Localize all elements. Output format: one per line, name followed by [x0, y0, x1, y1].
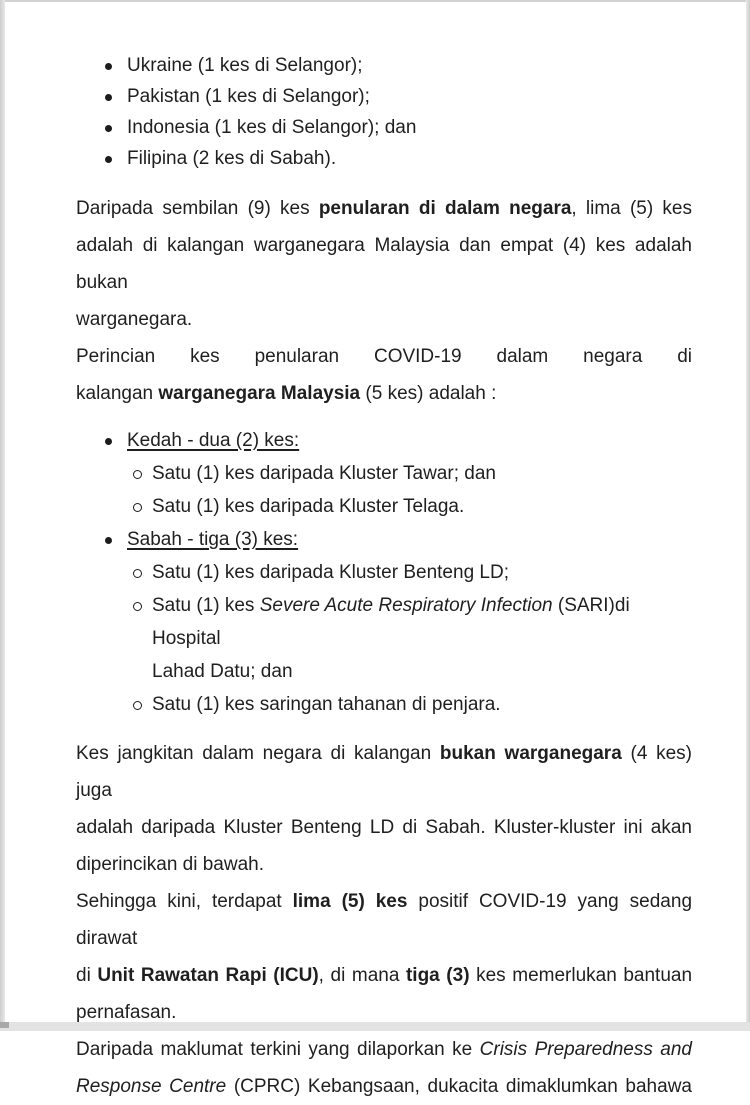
text-segment: kalangan [76, 383, 159, 404]
text-segment: Daripada sembilan (9) kes [76, 198, 319, 219]
paragraph-line [76, 846, 692, 883]
bullet-disc-icon [105, 63, 112, 70]
paragraph-line [76, 735, 692, 809]
text-segment: Sehingga kini, terdapat [76, 891, 293, 912]
list-item-sabah-header [76, 523, 692, 556]
bold-text: warganegara Malaysia [158, 383, 361, 404]
list-item-text: Filipina (2 kes di Sabah). [127, 148, 337, 169]
underlined-text: Sabah - tiga (3) kes: [127, 529, 299, 550]
italic-text: Crisis Preparedness and [479, 1039, 692, 1060]
bullet-disc-icon [105, 125, 112, 132]
text-segment: (4 kes) juga [76, 743, 692, 801]
paragraph-cprc [76, 1031, 692, 1105]
paragraph-icu [76, 883, 692, 1031]
bold-text: lima (5) kes [292, 891, 408, 912]
paragraph-line [76, 1031, 692, 1068]
text-segment: Perincian kes penularan COVID-19 dalam negara di [76, 346, 692, 367]
paragraph-line [76, 1068, 692, 1105]
list-item-text: Satu (1) kes saringan tahanan di penjara. [152, 694, 501, 715]
text-segment: adalah di kalangan warganegara Malaysia dan empat (4) kes adalah bukan [76, 235, 692, 293]
paragraph-line [76, 338, 692, 375]
citizen-cases-list [76, 424, 692, 721]
text-segment: positif COVID-19 yang sedang dirawat [76, 891, 693, 949]
list-item-text: Satu (1) kes daripada Kluster Tawar; dan [152, 463, 496, 484]
text-segment: diperincikan di bawah. [76, 854, 265, 875]
bullet-circle-icon [133, 503, 142, 512]
page-edge-top [0, 0, 750, 2]
bullet-circle-icon [133, 701, 142, 710]
page-edge-right [746, 0, 750, 1031]
italic-text: Severe Acute Respiratory Infection [259, 595, 553, 616]
paragraph-line [76, 190, 692, 227]
list-item [76, 143, 692, 174]
bullet-disc-icon [105, 156, 112, 163]
text-segment: (SARI)di Hospital [152, 595, 630, 649]
text-segment: warganegara. [76, 309, 193, 330]
text-segment: Kes jangkitan dalam negara di kalangan [76, 743, 440, 764]
text-segment: adalah daripada Kluster Benteng LD di Sabah. Kluster-kluster ini akan [76, 817, 692, 838]
list-item-kedah-header [76, 424, 692, 457]
list-item-text: Satu (1) kes daripada Kluster Benteng LD; [152, 562, 509, 583]
list-item [76, 112, 692, 143]
list-item-continuation [76, 655, 692, 688]
paragraph-noncitizen [76, 735, 692, 883]
list-item [76, 490, 692, 523]
list-item [76, 81, 692, 112]
text-segment: , lima (5) kes [571, 198, 692, 219]
list-item-text: Lahad Datu; dan [152, 661, 293, 682]
list-item-text: Ukraine (1 kes di Selangor); [127, 55, 363, 76]
bullet-circle-icon [133, 602, 142, 611]
bullet-disc-icon [105, 94, 112, 101]
text-segment: , di mana [318, 965, 406, 986]
text-segment: pernafasan. [76, 1002, 177, 1023]
paragraph-line [76, 957, 692, 994]
bullet-circle-icon [133, 569, 142, 578]
list-item-text: Satu (1) kes daripada Kluster Telaga. [152, 496, 465, 517]
paragraph-perincian [76, 338, 692, 412]
list-item-text: Indonesia (1 kes di Selangor); dan [127, 117, 417, 138]
bold-text: tiga (3) [405, 965, 470, 986]
text-segment: (CPRC) Kebangsaan, dukacita dimaklumkan bahawa [226, 1076, 692, 1097]
bullet-circle-icon [133, 470, 142, 479]
list-item [76, 589, 692, 655]
bullet-disc-icon [105, 438, 112, 445]
bullet-disc-icon [105, 537, 112, 544]
text-segment: Satu (1) kes [152, 595, 260, 616]
list-item [76, 688, 692, 721]
page-corner-mark [0, 1022, 9, 1028]
list-item [76, 556, 692, 589]
underlined-text: Kedah - dua (2) kes: [127, 430, 300, 451]
bold-text: penularan di dalam negara [318, 198, 572, 219]
paragraph-line [76, 375, 692, 412]
page-edge-left [0, 0, 5, 1031]
list-item [76, 50, 692, 81]
bold-text: bukan warganegara [439, 743, 622, 764]
italic-text: Response Centre [76, 1076, 227, 1097]
list-item-text: Pakistan (1 kes di Selangor); [127, 86, 370, 107]
text-segment: (5 kes) adalah : [360, 383, 497, 404]
list-item [76, 457, 692, 490]
paragraph-line [76, 301, 692, 338]
paragraph-line [76, 227, 692, 301]
text-segment: di [76, 965, 98, 986]
document-content [76, 50, 692, 1105]
paragraph-line [76, 809, 692, 846]
bold-text: Unit Rawatan Rapi (ICU) [97, 965, 319, 986]
paragraph-line [76, 883, 692, 957]
text-segment: Daripada maklumat terkini yang dilaporkan ke [76, 1039, 480, 1060]
paragraph-line [76, 994, 692, 1031]
text-segment: kes memerlukan bantuan [469, 965, 693, 986]
import-cases-list [76, 50, 692, 174]
paragraph-domestic-summary [76, 190, 692, 338]
